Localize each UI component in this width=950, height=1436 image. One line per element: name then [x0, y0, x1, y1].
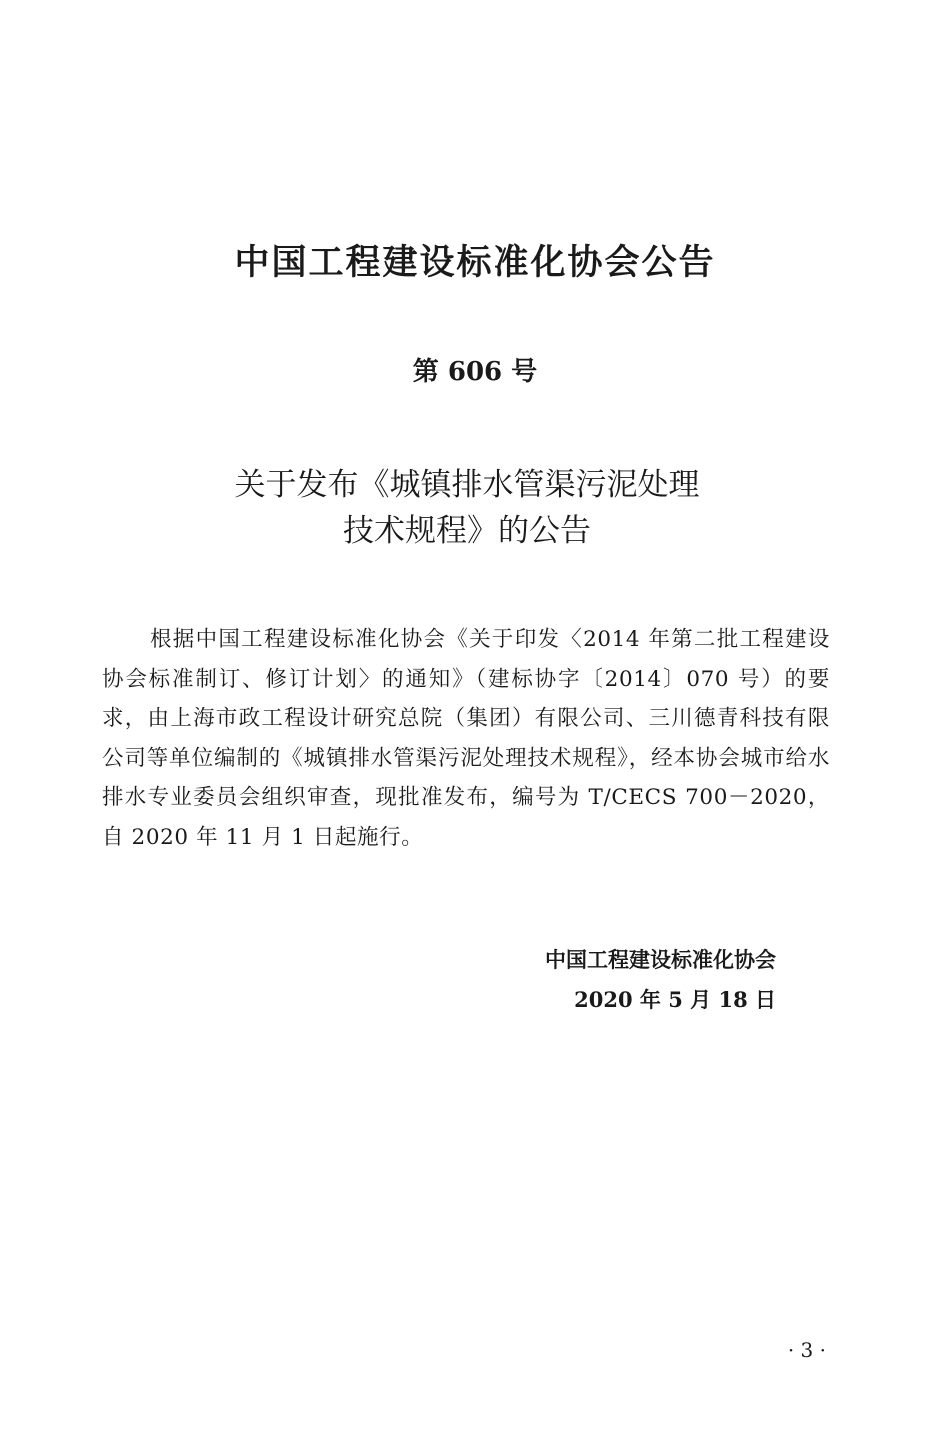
signature-block: [545, 940, 776, 1020]
announcement-number: 第 606 号: [412, 357, 538, 387]
signature-date: 2020 年 5 月 18 日: [574, 987, 776, 1012]
announcement-title: 中国工程建设标准化协会公告: [234, 243, 716, 283]
signature-organization: 中国工程建设标准化协会: [545, 948, 776, 972]
subject-line-2: 技术规程》的公告: [343, 513, 591, 549]
page-number: · 3 ·: [787, 1338, 826, 1362]
announcement-body: 根据中国工程建设标准化协会《关于印发〈2014 年第二批工程建设协会标准制订、修订计划〉的通知》（建标协字〔2014〕070 号）的要求，由上海市政工程设计研究总院（集团）有限公司、三川德青科技有限公司等单位编制的《城镇排水管渠污泥处理技术规程》，经本协会城市给水排水专业委员会组织审查，现批准发布，编号为 T/CECS 700－2020，自 2020 年 11 月 1 日起施行。: [102, 627, 830, 850]
subject-line-1: 关于发布《城镇排水管渠污泥处理: [234, 467, 700, 503]
announcement-subject: [0, 462, 934, 554]
